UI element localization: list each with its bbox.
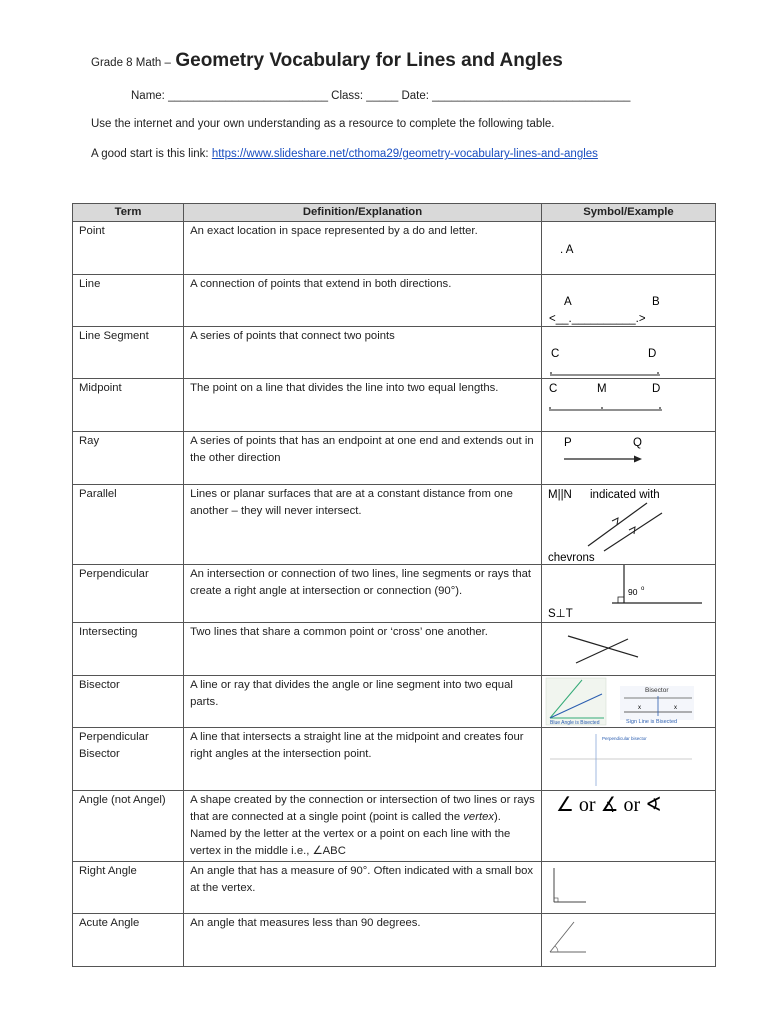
table-row	[73, 914, 716, 967]
intersect-line-2	[576, 639, 628, 663]
parallel-chevrons-label: chevrons	[547, 552, 595, 564]
slideshare-link[interactable]: https://www.slideshare.net/cthoma29/geometry-vocabulary-lines-and-angles	[211, 148, 598, 160]
bisector-example	[542, 676, 719, 727]
bisector-x2: x	[673, 705, 677, 711]
parallel-indicated: indicated with	[589, 489, 660, 501]
term-cell: Point	[73, 222, 184, 275]
definition-cell: The point on a line that divides the line into two equal lengths.	[184, 379, 542, 432]
symbol-cell	[541, 485, 715, 565]
midpoint-end-d	[659, 407, 661, 409]
table-row	[73, 222, 716, 275]
table-row	[73, 676, 716, 728]
point-label: . A	[559, 244, 574, 256]
symbol-cell	[541, 791, 715, 862]
symbol-cell	[541, 623, 715, 676]
table-row	[73, 862, 716, 914]
angle-symbols: ∠ or ∡ or ∢	[555, 794, 662, 816]
symbol-cell	[541, 432, 715, 485]
definition-cell: A series of points that has an endpoint at one end and extends out in the other direction	[184, 432, 542, 485]
definition-cell: A connection of points that extend in both directions.	[184, 275, 542, 327]
midpoint-dot-m	[601, 407, 603, 409]
term-cell: Perpendicular Bisector	[73, 728, 184, 791]
parallel-notation: M||N	[547, 489, 572, 501]
grade-label: Grade 8 Math –	[91, 57, 171, 69]
symbol-cell	[541, 676, 715, 728]
page-title: Geometry Vocabulary for Lines and Angles	[175, 50, 563, 71]
definition-cell	[184, 791, 542, 862]
line-point-b: B	[651, 296, 660, 308]
symbol-cell	[541, 914, 715, 967]
perp-bisector-label: Perpendicular bisector	[601, 736, 647, 741]
symbol-cell	[541, 728, 715, 791]
term-cell: Intersecting	[73, 623, 184, 676]
definition-cell: Lines or planar surfaces that are at a constant distance from one another – they will never intersect.	[184, 485, 542, 565]
symbol-cell	[541, 275, 715, 327]
table-header-row	[73, 204, 716, 222]
line-point-a: A	[563, 296, 572, 308]
perp-degree-label: 90	[627, 587, 638, 597]
acute-ray-top	[550, 922, 574, 952]
definition-cell: An exact location in space represented by a do and letter.	[184, 222, 542, 275]
segment-end-c	[550, 372, 552, 374]
intersecting-example	[542, 623, 719, 675]
angle-bisector-caption: Blue Angle is Bisected	[549, 720, 600, 726]
parallel-line-n	[604, 513, 662, 551]
definition-text-2: ). Named by the letter at the vertex or a point on each line with the vertex in the middle i.e., ∠ABC	[190, 811, 511, 857]
segment-point-d: D	[647, 348, 657, 360]
term-cell: Acute Angle	[73, 914, 184, 967]
chevron-icon	[612, 518, 618, 525]
table-row	[73, 565, 716, 623]
term-cell: Ray	[73, 432, 184, 485]
midpoint-d: D	[651, 383, 661, 395]
acute-angle-arc	[555, 946, 558, 952]
segment-end-d	[657, 372, 659, 374]
term-cell: Angle (not Angel)	[73, 791, 184, 862]
segment-point-c: C	[550, 348, 560, 360]
line-arrow-text: <__.__________.>	[548, 313, 646, 325]
definition-cell: An angle that has a measure of 90°. Often indicated with a small box at the vertex.	[184, 862, 542, 914]
table-row	[73, 379, 716, 432]
segment-bisector-caption: Sign Line is Bisected	[625, 719, 677, 725]
symbol-cell	[541, 379, 715, 432]
ray-arrowhead	[634, 456, 642, 463]
right-angle-box-icon	[554, 898, 558, 902]
midpoint-m: M	[596, 383, 607, 395]
perp-notation: S⊥T	[547, 608, 573, 620]
column-header-term: Term	[73, 204, 184, 222]
page-header	[91, 50, 563, 72]
table-row	[73, 327, 716, 379]
definition-cell: A line that intersects a straight line at the midpoint and creates four right angles at the intersection point.	[184, 728, 542, 791]
table-row	[73, 485, 716, 565]
table-row	[73, 791, 716, 862]
midpoint-end-c	[549, 407, 551, 409]
perpendicular-example	[542, 565, 719, 622]
midpoint-example	[542, 379, 719, 431]
term-cell: Midpoint	[73, 379, 184, 432]
symbol-cell	[541, 862, 715, 914]
point-example	[542, 222, 719, 274]
link-intro: A good start is this link:	[91, 148, 209, 160]
right-angle-box	[618, 597, 624, 603]
angle-symbols-example	[542, 791, 719, 860]
vocabulary-table	[72, 203, 716, 967]
term-cell: Parallel	[73, 485, 184, 565]
term-cell: Line	[73, 275, 184, 327]
ray-example	[542, 432, 719, 484]
table-row	[73, 623, 716, 676]
instructions: Use the internet and your own understanding as a resource to complete the following table.	[91, 118, 555, 130]
symbol-cell	[541, 327, 715, 379]
midpoint-c: C	[548, 383, 558, 395]
table-row	[73, 728, 716, 791]
term-cell: Line Segment	[73, 327, 184, 379]
line-example	[542, 275, 719, 326]
term-cell: Perpendicular	[73, 565, 184, 623]
bisector-title: Bisector	[644, 687, 669, 694]
definition-cell: Two lines that share a common point or ‘cross’ one another.	[184, 623, 542, 676]
definition-cell: An angle that measures less than 90 degrees.	[184, 914, 542, 967]
column-header-definition: Definition/Explanation	[184, 204, 542, 222]
acute-angle-example	[542, 914, 719, 966]
bisector-x1: x	[637, 705, 641, 711]
definition-cell: A line or ray that divides the angle or line segment into two equal parts.	[184, 676, 542, 728]
definition-cell: A series of points that connect two points	[184, 327, 542, 379]
ray-point-q: Q	[632, 437, 642, 449]
segment-example	[542, 327, 719, 378]
name-class-date-line[interactable]: Name: _________________________ Class: _____ Date: _______________________________	[131, 90, 631, 102]
perp-bisector-example	[542, 728, 719, 790]
link-line	[91, 148, 598, 160]
symbol-cell	[541, 222, 715, 275]
definition-cell: An intersection or connection of two lines, line segments or rays that create a right angle at intersection or connection (90°).	[184, 565, 542, 623]
definition-text-1: A shape created by the connection or intersection of two lines or rays that are connected at a single point (point is called the	[190, 794, 535, 823]
ray-point-p: P	[563, 437, 572, 449]
term-cell: Bisector	[73, 676, 184, 728]
table-row	[73, 432, 716, 485]
perp-degree-sign: o	[640, 586, 645, 592]
parallel-example	[542, 485, 719, 564]
definition-text-vertex: vertex	[463, 811, 495, 823]
table-row	[73, 275, 716, 327]
column-header-symbol: Symbol/Example	[541, 204, 715, 222]
term-cell: Right Angle	[73, 862, 184, 914]
right-angle-example	[542, 862, 719, 913]
symbol-cell	[541, 565, 715, 623]
